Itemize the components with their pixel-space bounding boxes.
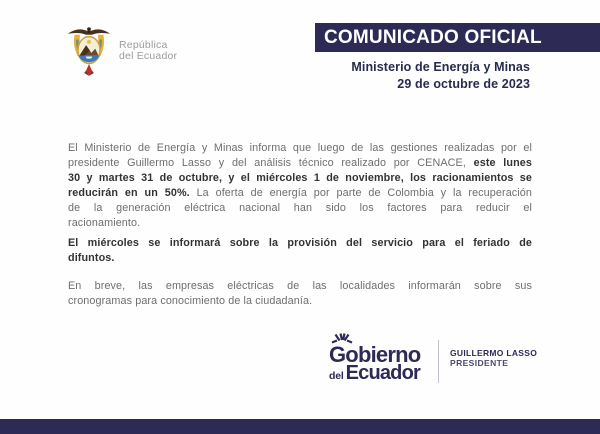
brand-line-1: República bbox=[119, 38, 168, 51]
republic-brand bbox=[66, 24, 177, 78]
paragraph-2 bbox=[68, 236, 532, 266]
paragraph-1-line-6: racionamiento. bbox=[68, 217, 141, 229]
paragraph-3 bbox=[68, 279, 532, 309]
president-title: PRESIDENTE bbox=[450, 357, 509, 368]
communique-body-text bbox=[68, 141, 532, 309]
president-signature bbox=[450, 349, 537, 368]
ministry-name: Ministerio de Energía y Minas bbox=[351, 60, 530, 74]
paragraph-3-line-1: En breve, las empresas eléctricas de las localidades informarán sobre sus bbox=[68, 280, 532, 292]
communique-date: 29 de octubre de 2023 bbox=[397, 76, 530, 91]
paragraph-1-line-4: reducirán en un 50%. La oferta de energía por parte de Colombia y la recuperación bbox=[68, 187, 533, 199]
bottom-accent-bar bbox=[0, 419, 600, 434]
comunicado-oficial-banner bbox=[315, 23, 600, 52]
paragraph-1-line-2: presidente Guillermo Lasso y del análisis técnico realizado por CENACE, este lunes bbox=[68, 157, 532, 169]
ministry-header bbox=[351, 59, 530, 92]
paragraph-1-line-5: de la generación eléctrica nacional han sido los factores para reducir el bbox=[68, 202, 532, 214]
paragraph-1-line-1: El Ministerio de Energía y Minas informa que luego de las gestiones realizadas por el bbox=[68, 142, 532, 154]
logo-text-gobierno: Gobierno bbox=[329, 342, 421, 367]
brand-line-2: del Ecuador bbox=[119, 50, 178, 62]
logo-text-del-ecuador bbox=[329, 362, 420, 385]
gobierno-del-ecuador-logo bbox=[329, 333, 420, 385]
banner-title: COMUNICADO OFICIAL bbox=[324, 26, 542, 48]
logo-text-ecuador: Ecuador bbox=[345, 362, 420, 384]
paragraph-1 bbox=[68, 141, 532, 231]
paragraph-1-line-3: 30 y martes 31 de octubre, y el miércoles 1 de noviembre, los racionamientos se bbox=[68, 172, 532, 184]
logo-text-del: del bbox=[329, 370, 344, 382]
brand-text bbox=[119, 40, 177, 63]
ecuador-coat-of-arms-icon bbox=[66, 24, 112, 78]
paragraph-2-line-1: El miércoles se informará sobre la provisión del servicio para el feriado de bbox=[68, 237, 532, 249]
logo-divider bbox=[438, 340, 439, 383]
president-name: GUILLERMO LASSO bbox=[450, 348, 538, 358]
paragraph-2-line-2: difuntos. bbox=[68, 252, 115, 264]
paragraph-3-line-2: cronogramas para conocimiento de la ciudadanía. bbox=[68, 295, 313, 307]
